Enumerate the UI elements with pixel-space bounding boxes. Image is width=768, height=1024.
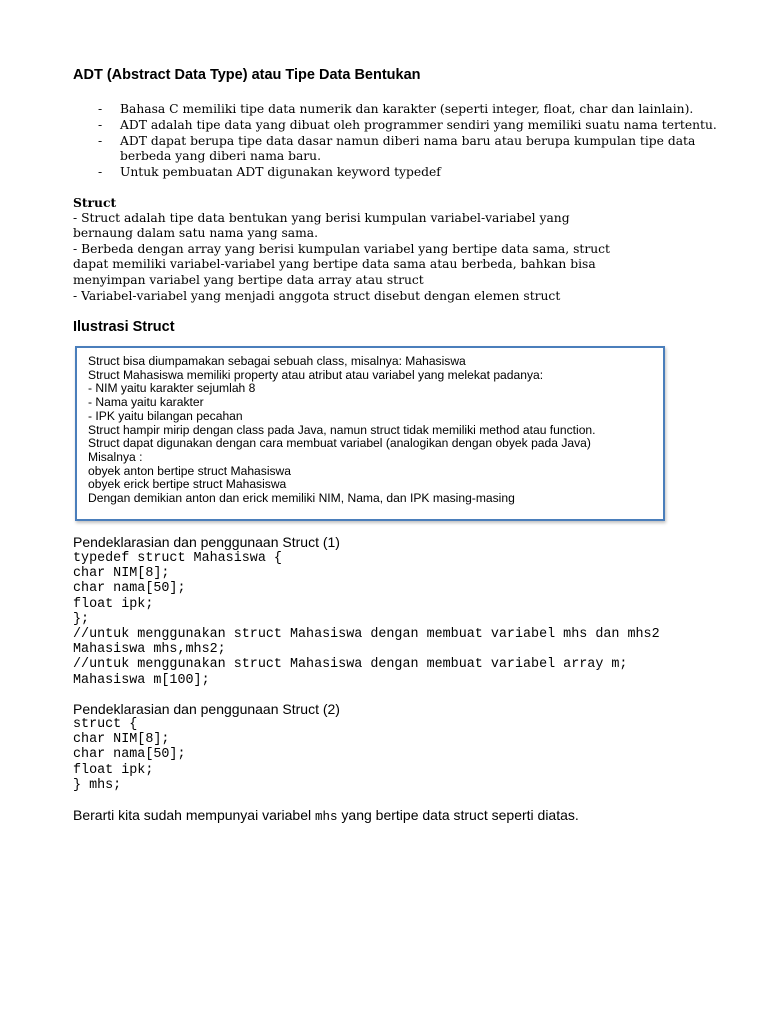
code-line: char nama[50];	[73, 581, 186, 597]
bullet-text: Untuk pembuatan ADT digunakan keyword typedef	[120, 165, 441, 179]
code-line: float ipk;	[73, 596, 154, 612]
struct-line: - Berbeda dengan array yang berisi kumpulan variabel yang bertipe data sama, struct	[73, 241, 610, 256]
illustration-line: Dengan demikian anton dan erick memiliki NIM, Nama, dan IPK masing-masing	[88, 491, 515, 506]
struct-heading: Struct	[73, 195, 117, 210]
code-line: //untuk menggunakan struct Mahasiswa dengan membuat variabel array m;	[73, 657, 628, 673]
code-line: char nama[50];	[73, 747, 186, 763]
illustration-line: Struct Mahasiswa memiliki property atau atribut atau variabel yang melekat padanya:	[88, 367, 544, 382]
section1-code-block	[73, 551, 660, 688]
illustration-heading: Ilustrasi Struct	[73, 319, 175, 335]
bullet-text: Bahasa C memiliki tipe data numerik dan karakter (seperti integer, float, char dan lainlain).	[120, 102, 694, 116]
code-line: float ipk;	[73, 762, 154, 778]
page-title: ADT (Abstract Data Type) atau Tipe Data Bentukan	[73, 67, 421, 83]
bullet-text: ADT dapat berupa tipe data dasar namun diberi nama baru atau berupa kumpulan tipe data	[120, 134, 696, 148]
code-line: //untuk menggunakan struct Mahasiswa dengan membuat variabel mhs dan mhs2	[73, 627, 660, 643]
illustration-line: - Nama yaitu karakter	[88, 395, 204, 410]
illustration-line: Struct hampir mirip dengan class pada Java, namun struct tidak memiliki method atau function.	[88, 422, 596, 437]
struct-line: menyimpan variabel yang bertipe data array atau struct	[73, 272, 424, 287]
struct-line: - Variabel-variabel yang menjadi anggota struct disebut dengan elemen struct	[73, 288, 561, 303]
bullet-dash: -	[98, 165, 103, 179]
code-line: Mahasiswa mhs,mhs2;	[73, 642, 226, 658]
bullet-dash: -	[98, 102, 103, 116]
code-line: } mhs;	[73, 777, 122, 793]
code-line: typedef struct Mahasiswa {	[73, 551, 282, 566]
illustration-line: obyek anton bertipe struct Mahasiswa	[88, 463, 292, 478]
illustration-line: - NIM yaitu karakter sejumlah 8	[88, 381, 256, 396]
section2-code-block	[73, 717, 186, 793]
closing-sentence	[73, 807, 579, 824]
code-line: struct {	[73, 717, 138, 732]
illustration-line: - IPK yaitu bilangan pecahan	[88, 408, 243, 423]
bullet-dash: -	[98, 118, 103, 132]
code-line: char NIM[8];	[73, 732, 170, 748]
bullet-dash: -	[98, 134, 103, 148]
closing-text-before: Berarti kita sudah mempunyai variabel	[73, 807, 316, 823]
code-line: Mahasiswa m[100];	[73, 672, 210, 688]
illustration-line: Struct dapat digunakan dengan cara membuat variabel (analogikan dengan obyek pada Java)	[88, 436, 591, 451]
struct-line: - Struct adalah tipe data bentukan yang berisi kumpulan variabel-variabel yang	[73, 210, 570, 225]
struct-line: bernaung dalam satu nama yang sama.	[73, 226, 319, 241]
illustration-box	[75, 346, 665, 521]
code-line: char NIM[8];	[73, 566, 170, 582]
bullet-text: ADT adalah tipe data yang dibuat oleh programmer sendiri yang memiliki suatu nama tertentu.	[120, 118, 717, 132]
illustration-line: Struct bisa diumpamakan sebagai sebuah class, misalnya: Mahasiswa	[88, 354, 466, 368]
struct-line: dapat memiliki variabel-variabel yang bertipe data sama atau berbeda, bahkan bisa	[73, 257, 596, 272]
closing-inline-code: mhs	[315, 810, 338, 824]
bullet-text: berbeda yang diberi nama baru.	[120, 149, 322, 163]
illustration-line: obyek erick bertipe struct Mahasiswa	[88, 477, 287, 492]
code-line: };	[73, 611, 90, 627]
closing-text-after: yang bertipe data struct seperti diatas.	[337, 807, 579, 823]
illustration-line: Misalnya :	[88, 449, 143, 464]
section1-heading: Pendeklarasian dan penggunaan Struct (1)	[73, 534, 340, 550]
section2-heading: Pendeklarasian dan penggunaan Struct (2)	[73, 701, 340, 717]
struct-description	[73, 195, 693, 304]
